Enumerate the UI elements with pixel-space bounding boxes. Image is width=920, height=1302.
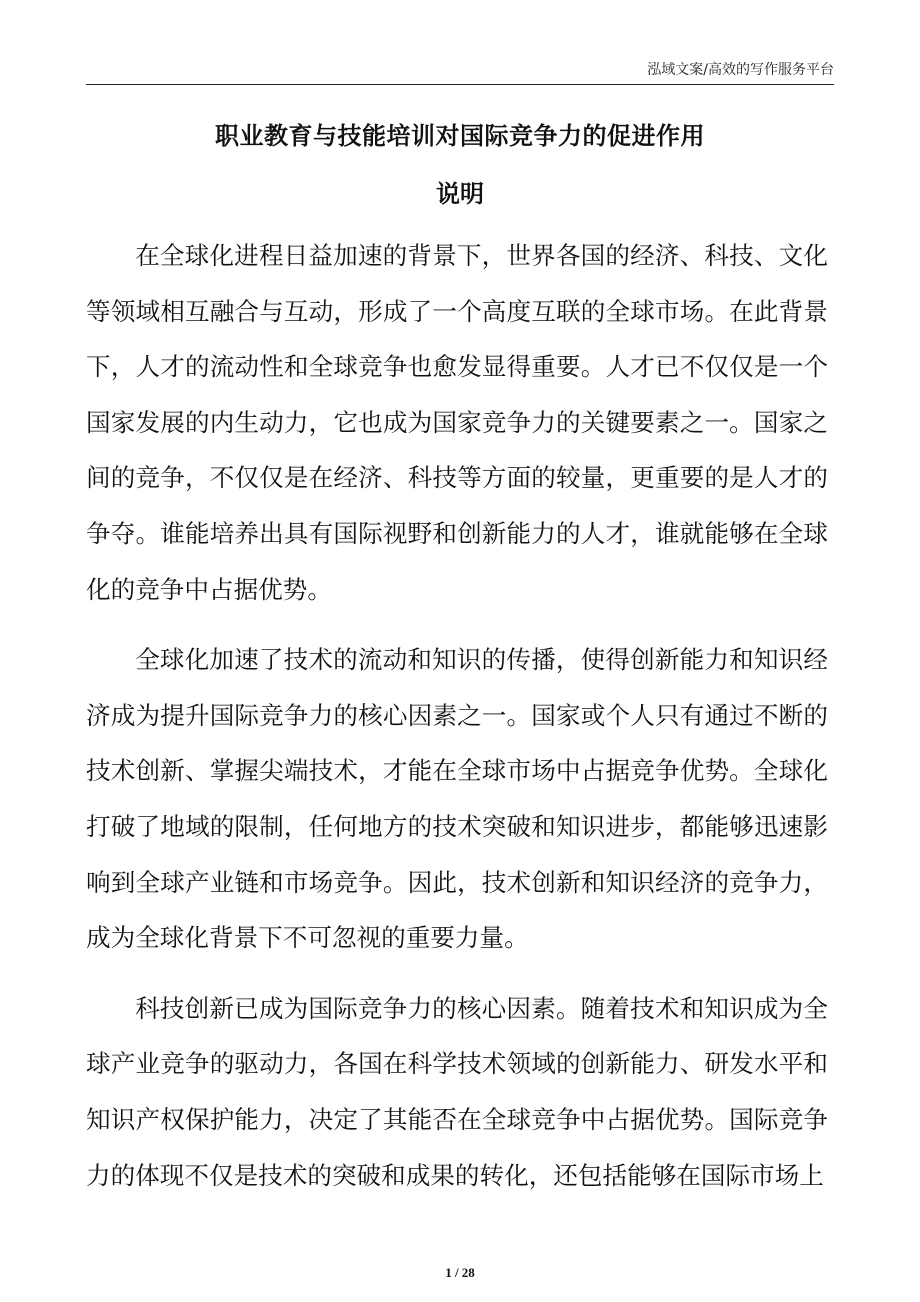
- document-title: 职业教育与技能培训对国际竞争力的促进作用: [215, 122, 705, 150]
- page-number: 1 / 28: [445, 1265, 475, 1280]
- body-paragraph: 科技创新已成为国际竞争力的核心因素。随着技术和知识成为全球产业竞争的驱动力，各国在科学技术领域的创新能力、研发水平和知识产权保护能力，决定了其能否在全球竞争中占据优势。国际竞争力的体现不仅是技术的突破和成果的转化，还包括能够在国际市场上: [86, 993, 828, 1190]
- body-paragraph: 全球化加速了技术的流动和知识的传播，使得创新能力和知识经济成为提升国际竞争力的核心因素之一。国家或个人只有通过不断的技术创新、掌握尖端技术，才能在全球市场中占据竞争优势。全球化打破了地域的限制，任何地方的技术突破和知识进步，都能够迅速影响到全球产业链和市场竞争。因此，技术创新和知识经济的竞争力，成为全球化背景下不可忽视的重要力量。: [86, 645, 828, 953]
- header-brand: 泓域文案/高效的写作服务平台: [647, 62, 834, 78]
- body-paragraph: 在全球化进程日益加速的背景下，世界各国的经济、科技、文化等领域相互融合与互动，形成了一个高度互联的全球市场。在此背景下，人才的流动性和全球竞争也愈发显得重要。人才已不仅仅是一个国家发展的内生动力，它也成为国家竞争力的关键要素之一。国家之间的竞争，不仅仅是在经济、科技等方面的较量，更重要的是人才的争夺。谁能培养出具有国际视野和创新能力的人才，谁就能够在全球化的竞争中占据优势。: [86, 241, 828, 604]
- section-heading: 说明: [436, 180, 484, 208]
- document-body: [86, 228, 828, 1218]
- header-divider: [86, 84, 834, 85]
